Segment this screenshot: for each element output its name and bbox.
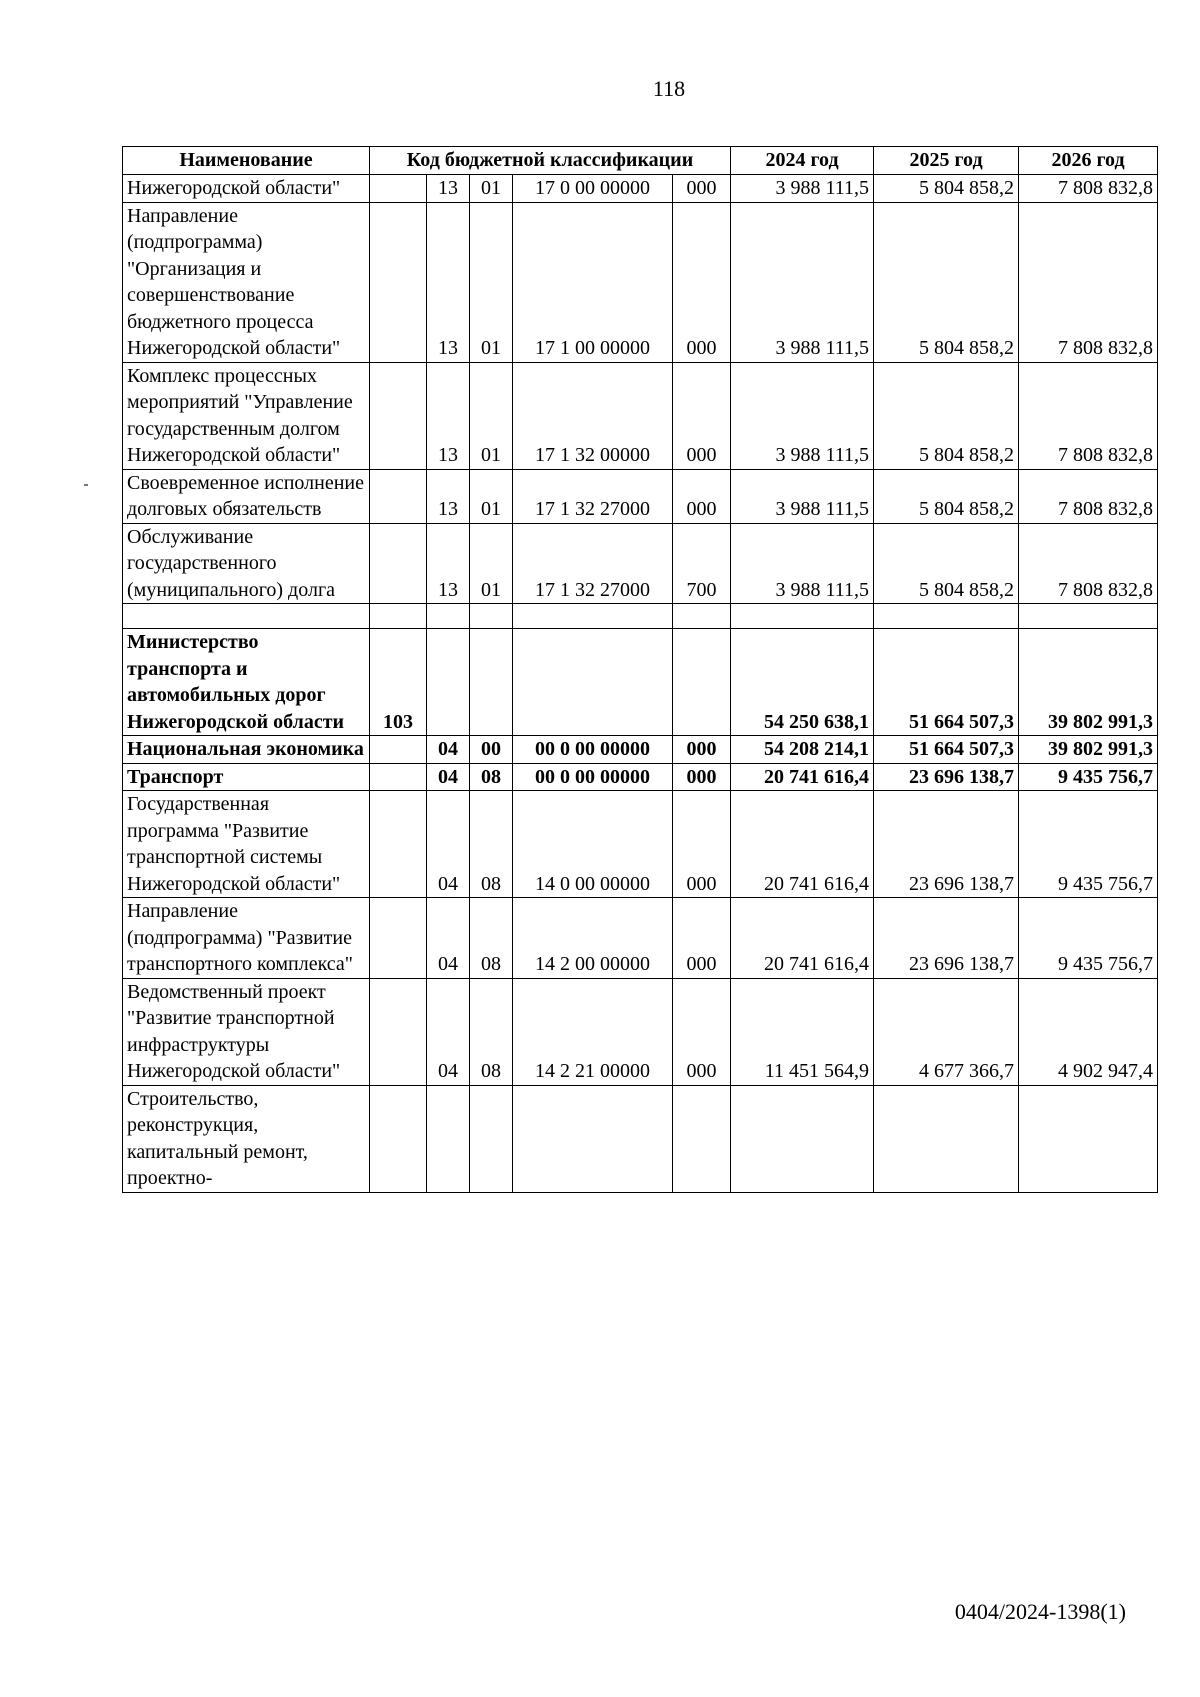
cell-name: Строительство, реконструкция, капитальный ремонт, проектно- xyxy=(123,1085,370,1192)
cell-section: 04 xyxy=(427,978,470,1085)
cell-type: 000 xyxy=(673,898,731,979)
cell-name: Министерство транспорта и автомобильных дорог Нижегородской области xyxy=(123,629,370,736)
cell-name: Национальная экономика xyxy=(123,736,370,764)
cell-y2026: 9 435 756,7 xyxy=(1019,791,1158,898)
cell-y2024: 54 250 638,1 xyxy=(731,629,874,736)
table-row xyxy=(123,978,1158,1085)
header-2025: 2025 год xyxy=(874,147,1019,175)
table-row xyxy=(123,469,1158,523)
cell-section: 04 xyxy=(427,763,470,791)
cell-section: 04 xyxy=(427,736,470,764)
cell-subsection xyxy=(470,1085,513,1192)
cell-y2024: 11 451 564,9 xyxy=(731,978,874,1085)
document-number: 0404/2024-1398(1) xyxy=(954,1599,1126,1624)
page-number: 118 xyxy=(652,76,686,101)
cell-type: 000 xyxy=(673,791,731,898)
empty-cell xyxy=(123,604,370,629)
cell-subsection: 01 xyxy=(470,469,513,523)
cell-type: 700 xyxy=(673,523,731,604)
table-row xyxy=(123,898,1158,979)
spacer-row xyxy=(123,604,1158,629)
cell-dept xyxy=(370,175,427,203)
cell-dept xyxy=(370,791,427,898)
cell-subsection: 08 xyxy=(470,898,513,979)
cell-y2025: 51 664 507,3 xyxy=(874,736,1019,764)
cell-type: 000 xyxy=(673,469,731,523)
empty-cell xyxy=(427,604,470,629)
cell-section xyxy=(427,629,470,736)
cell-y2024: 3 988 111,5 xyxy=(731,175,874,203)
cell-target xyxy=(513,629,673,736)
empty-cell xyxy=(1019,604,1158,629)
cell-y2024 xyxy=(731,1085,874,1192)
cell-y2025: 5 804 858,2 xyxy=(874,523,1019,604)
cell-y2024: 3 988 111,5 xyxy=(731,469,874,523)
cell-name: Ведомственный проект "Развитие транспортной инфраструктуры Нижегородской области" xyxy=(123,978,370,1085)
cell-dept xyxy=(370,469,427,523)
cell-target: 17 0 00 00000 xyxy=(513,175,673,203)
empty-cell xyxy=(874,604,1019,629)
cell-y2025: 5 804 858,2 xyxy=(874,202,1019,362)
cell-y2024: 3 988 111,5 xyxy=(731,362,874,469)
cell-section: 13 xyxy=(427,469,470,523)
cell-subsection: 01 xyxy=(470,175,513,203)
empty-cell xyxy=(370,604,427,629)
cell-y2025: 5 804 858,2 xyxy=(874,175,1019,203)
cell-y2026: 7 808 832,8 xyxy=(1019,362,1158,469)
cell-name: Государственная программа "Развитие транспортной системы Нижегородской области" xyxy=(123,791,370,898)
cell-y2025: 5 804 858,2 xyxy=(874,362,1019,469)
cell-y2025: 23 696 138,7 xyxy=(874,763,1019,791)
cell-y2026: 7 808 832,8 xyxy=(1019,523,1158,604)
header-2024: 2024 год xyxy=(731,147,874,175)
budget-table xyxy=(122,146,1158,1193)
cell-dept xyxy=(370,523,427,604)
cell-name: Транспорт xyxy=(123,763,370,791)
margin-mark xyxy=(84,484,88,486)
cell-y2024: 20 741 616,4 xyxy=(731,791,874,898)
cell-target: 17 1 00 00000 xyxy=(513,202,673,362)
cell-type: 000 xyxy=(673,202,731,362)
cell-y2025: 23 696 138,7 xyxy=(874,791,1019,898)
cell-y2026: 39 802 991,3 xyxy=(1019,736,1158,764)
cell-target: 17 1 32 00000 xyxy=(513,362,673,469)
empty-cell xyxy=(673,604,731,629)
table-row xyxy=(123,523,1158,604)
table-row xyxy=(123,1085,1158,1192)
header-row xyxy=(123,147,1158,175)
cell-y2026: 39 802 991,3 xyxy=(1019,629,1158,736)
cell-target: 00 0 00 00000 xyxy=(513,763,673,791)
header-code: Код бюджетной классификации xyxy=(370,147,731,175)
cell-y2025: 5 804 858,2 xyxy=(874,469,1019,523)
cell-y2024: 20 741 616,4 xyxy=(731,763,874,791)
cell-section: 13 xyxy=(427,523,470,604)
cell-section xyxy=(427,1085,470,1192)
cell-y2026: 7 808 832,8 xyxy=(1019,175,1158,203)
cell-target xyxy=(513,1085,673,1192)
cell-section: 04 xyxy=(427,898,470,979)
cell-name: Своевременное исполнение долговых обязательств xyxy=(123,469,370,523)
cell-name: Направление (подпрограмма) "Развитие транспортного комплекса" xyxy=(123,898,370,979)
cell-target: 00 0 00 00000 xyxy=(513,736,673,764)
cell-type xyxy=(673,1085,731,1192)
cell-y2024: 54 208 214,1 xyxy=(731,736,874,764)
cell-type: 000 xyxy=(673,362,731,469)
table-row xyxy=(123,791,1158,898)
cell-type: 000 xyxy=(673,736,731,764)
cell-target: 14 0 00 00000 xyxy=(513,791,673,898)
cell-subsection: 08 xyxy=(470,791,513,898)
cell-target: 14 2 21 00000 xyxy=(513,978,673,1085)
table-row xyxy=(123,175,1158,203)
cell-target: 17 1 32 27000 xyxy=(513,523,673,604)
cell-dept xyxy=(370,898,427,979)
table-row xyxy=(123,763,1158,791)
cell-subsection: 08 xyxy=(470,763,513,791)
header-2026: 2026 год xyxy=(1019,147,1158,175)
cell-name: Комплекс процессных мероприятий "Управление государственным долгом Нижегородской области" xyxy=(123,362,370,469)
cell-y2025: 4 677 366,7 xyxy=(874,978,1019,1085)
cell-y2026 xyxy=(1019,1085,1158,1192)
cell-subsection xyxy=(470,629,513,736)
cell-y2024: 3 988 111,5 xyxy=(731,523,874,604)
cell-y2025: 51 664 507,3 xyxy=(874,629,1019,736)
cell-type: 000 xyxy=(673,175,731,203)
cell-y2025 xyxy=(874,1085,1019,1192)
cell-dept xyxy=(370,362,427,469)
cell-y2024: 20 741 616,4 xyxy=(731,898,874,979)
cell-dept: 103 xyxy=(370,629,427,736)
cell-type xyxy=(673,629,731,736)
table-row xyxy=(123,629,1158,736)
cell-name: Направление (подпрограмма) "Организация и совершенствование бюджетного процесса Нижегородской области" xyxy=(123,202,370,362)
empty-cell xyxy=(513,604,673,629)
cell-type: 000 xyxy=(673,763,731,791)
cell-target: 14 2 00 00000 xyxy=(513,898,673,979)
cell-section: 13 xyxy=(427,362,470,469)
cell-dept xyxy=(370,736,427,764)
cell-y2025: 23 696 138,7 xyxy=(874,898,1019,979)
cell-y2026: 9 435 756,7 xyxy=(1019,898,1158,979)
cell-y2026: 4 902 947,4 xyxy=(1019,978,1158,1085)
cell-y2024: 3 988 111,5 xyxy=(731,202,874,362)
cell-y2026: 7 808 832,8 xyxy=(1019,202,1158,362)
cell-section: 13 xyxy=(427,175,470,203)
cell-dept xyxy=(370,202,427,362)
header-name: Наименование xyxy=(123,147,370,175)
cell-dept xyxy=(370,978,427,1085)
cell-section: 04 xyxy=(427,791,470,898)
empty-cell xyxy=(470,604,513,629)
table-row xyxy=(123,362,1158,469)
empty-cell xyxy=(731,604,874,629)
cell-section: 13 xyxy=(427,202,470,362)
cell-subsection: 00 xyxy=(470,736,513,764)
cell-name: Обслуживание государственного (муниципального) долга xyxy=(123,523,370,604)
cell-target: 17 1 32 27000 xyxy=(513,469,673,523)
cell-dept xyxy=(370,763,427,791)
cell-dept xyxy=(370,1085,427,1192)
cell-subsection: 01 xyxy=(470,523,513,604)
cell-subsection: 01 xyxy=(470,202,513,362)
cell-subsection: 01 xyxy=(470,362,513,469)
cell-name: Нижегородской области" xyxy=(123,175,370,203)
cell-type: 000 xyxy=(673,978,731,1085)
table-row xyxy=(123,202,1158,362)
table-row xyxy=(123,736,1158,764)
cell-y2026: 7 808 832,8 xyxy=(1019,469,1158,523)
cell-y2026: 9 435 756,7 xyxy=(1019,763,1158,791)
cell-subsection: 08 xyxy=(470,978,513,1085)
